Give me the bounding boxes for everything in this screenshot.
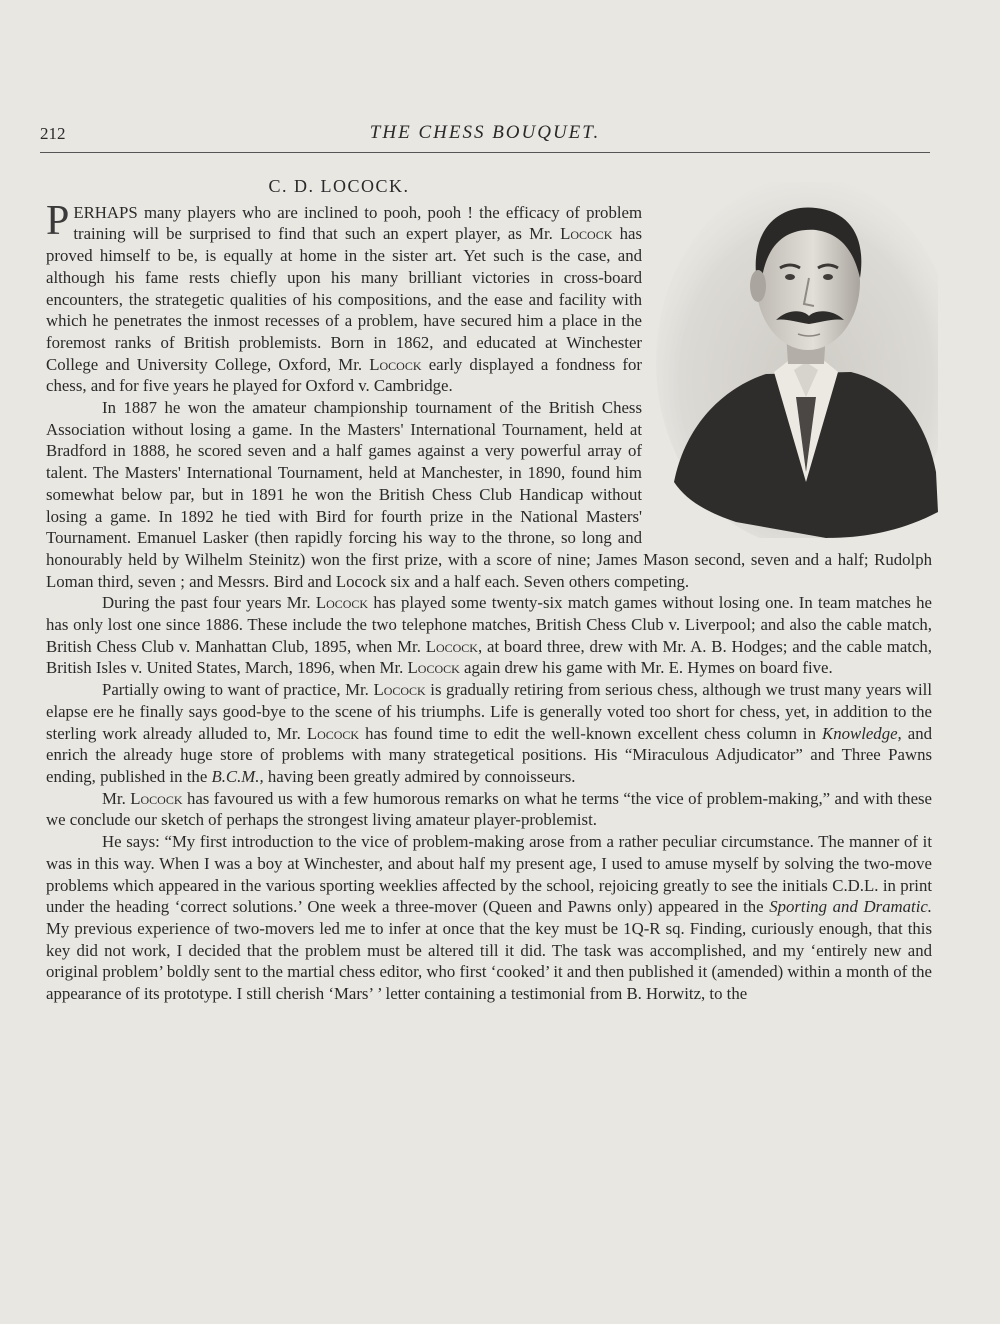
- article-title: C. D. LOCOCK.: [268, 176, 410, 196]
- paragraph-4: Partially owing to want of practice, Mr. Locock is gradually retiring from serious chess, although we trust many years will elapse ere he finally says good-bye to the scene of his triumphs. Life is generally voted too short for chess, yet, in addition to the sterling work already alluded to, Mr. Locock has found time to edit the well-known excellent chess column in Knowledge, and enrich the already huge store of problems with many strategetical positions. His “Miraculous Adjudicator” and Three Pawns ending, published in the B.C.M., having been greatly admired by connoisseurs.: [46, 680, 933, 786]
- paragraph-1: PERHAPS many players who are inclined to pooh, pooh ! the efficacy of problem training will be surprised to find that such an expert player, as Mr. Locock has proved himself to be, is equally at home in the sister art. Yet such is the case, and although his fame rests chiefly upon his many brilliant victories in cross-board encounters, the strategetic qualities of his compositions, and the ease and facility with which he penetrates the inmost recesses of a problem, have secured him a place in the foremost ranks of British problemists. Born in 1862, and educated at Winchester College and University College, Oxford, Mr. Locock early displayed a fondness for chess, and for five years he played for Oxford v. Cambridge.: [46, 197, 642, 396]
- page-header: [40, 120, 930, 150]
- running-title: THE CHESS BOUQUET.: [369, 122, 601, 143]
- paragraph-6: He says: “My first introduction to the vice of problem-making arose from a rather peculiar circumstance. The manner of it was in this way. When I was a boy at Winchester, and about half my present age, I used to amuse myself by solving the two-move problems which appeared in the various sporting weeklies affected by the school, rejoicing greatly to see the initials C.D.L. in print under the heading ‘correct solutions.’ One week a three-mover (Queen and Pawns only) appeared in the Sporting and Dramatic. My previous experience of two-movers led me to infer at once that the key must be 1Q-R sq. Finding, curiously enough, that this key did not work, I decided that the problem must be altered till it did. The task was accomplished, and my ‘entirely new and original problem’ boldly sent to the martial chess editor, who first ‘cooked’ it and then published it (amended) within a month of the appearance of its prototype. I still cherish ‘Mars’ ’ letter containing a testimonial from B. Horwitz, to the: [46, 832, 933, 1004]
- drop-cap: P: [46, 197, 70, 244]
- paragraph-5: Mr. Locock has favoured us with a few humorous remarks on what he terms “the vice of problem-making,” and with these we conclude our sketch of perhaps the strongest living amateur player-problemist.: [46, 788, 932, 830]
- paragraph-3: During the past four years Mr. Locock has played some twenty-six match games without losing one. In team matches he has only lost one since 1886. These include the two telephone matches, British Chess Club v. Liverpool; and also the cable match, British Chess Club v. Manhattan Club, 1895, when Mr. Locock, at board three, drew with Mr. A. B. Hodges; and the cable match, British Isles v. United States, March, 1896, when Mr. Locock again drew his game with Mr. E. Hymes on board five.: [46, 593, 933, 678]
- page-number: 212: [40, 124, 66, 143]
- article-body: [46, 176, 932, 1005]
- paragraph-2: In 1887 he won the amateur championship tournament of the British Chess Association without losing a game. In the Masters' International Tournament, held at Bradford in 1888, he scored seven and a half games against a very powerful array of talent. The Masters' International Tournament, held at Manchester, in 1890, found him somewhat below par, but in 1891 he won the British Chess Club Handicap without losing a game. In 1892 he tied with Bird for fourth prize in the National Masters' Tournament. Emanuel Lasker (then rapidly forcing his way to the throne, so long and honourably held by Wilhelm Steinitz) won the first prize, with a score of nine; James Mason second, seven and a half; Rudolph Loman third, seven ; and Messrs. Bird and Locock six and a half each. Seven others competing.: [46, 398, 932, 591]
- portrait-illustration: [656, 182, 938, 538]
- header-rule: [40, 152, 930, 153]
